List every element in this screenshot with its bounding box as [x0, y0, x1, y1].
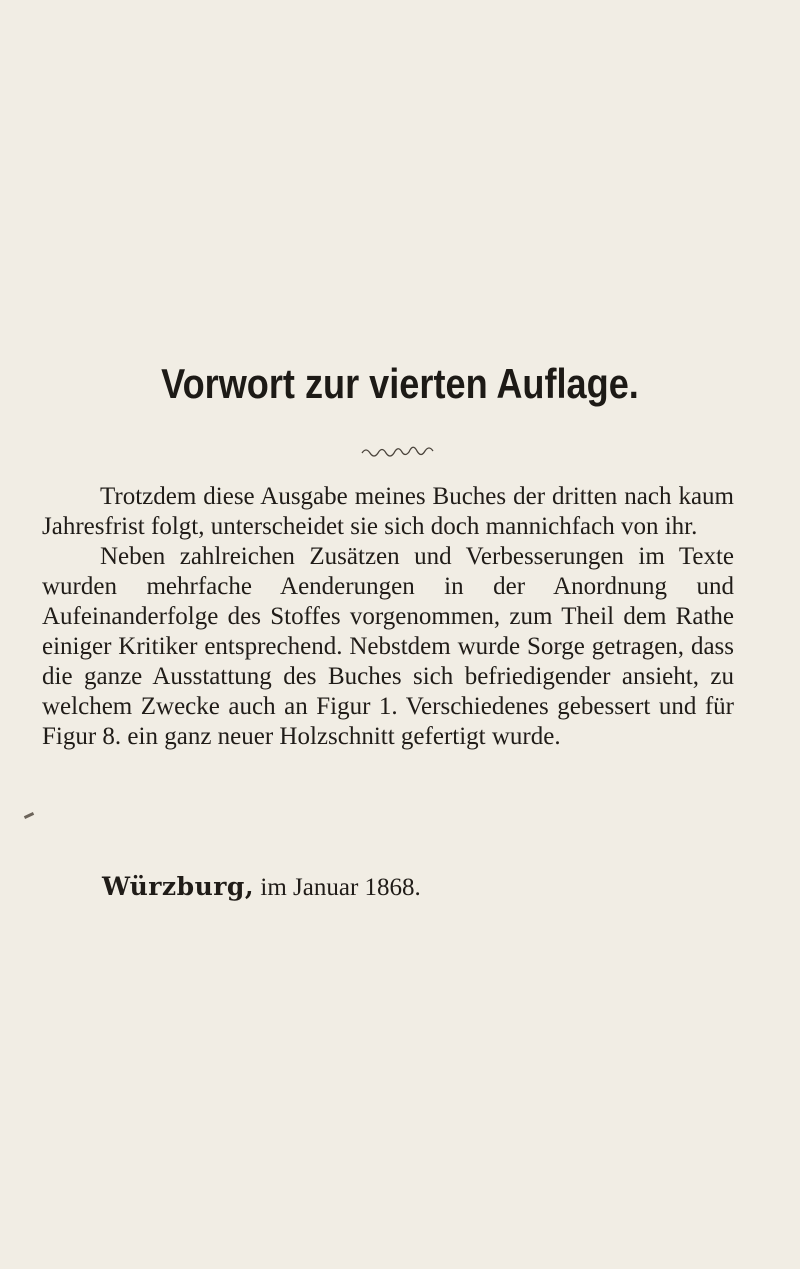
page-title: Vorwort zur vierten Auflage.	[161, 360, 639, 407]
paragraph: Neben zahlreichen Zusätzen und Verbesserungen im Texte wurden mehrfache Aenderungen in der Anordnung und Aufeinanderfolge des Stoffes vorgenommen, zum Theil dem Rathe einiger Kritiker entsprechend. Nebstdem wurde Sorge getragen, dass die ganze Ausstattung des Buches sich befriedigender ansieht, zu welchem Zwecke auch an Figur 1. Verschiedenes gebessert und für Figur 8. ein ganz neuer Holzschnitt gefertigt wurde.	[42, 543, 734, 750]
signature-date: im Januar 1868.	[260, 874, 421, 901]
signature-place: Würzburg,	[102, 872, 255, 901]
paragraph: Trotzdem diese Ausgabe meines Buches der dritten nach kaum Jahresfrist folgt, unterscheidet sie sich doch mannichfach von ihr.	[42, 483, 734, 540]
signature-line	[102, 872, 421, 902]
margin-mark	[24, 812, 34, 819]
preface-text	[42, 482, 734, 752]
ornament-divider-icon	[360, 442, 442, 460]
